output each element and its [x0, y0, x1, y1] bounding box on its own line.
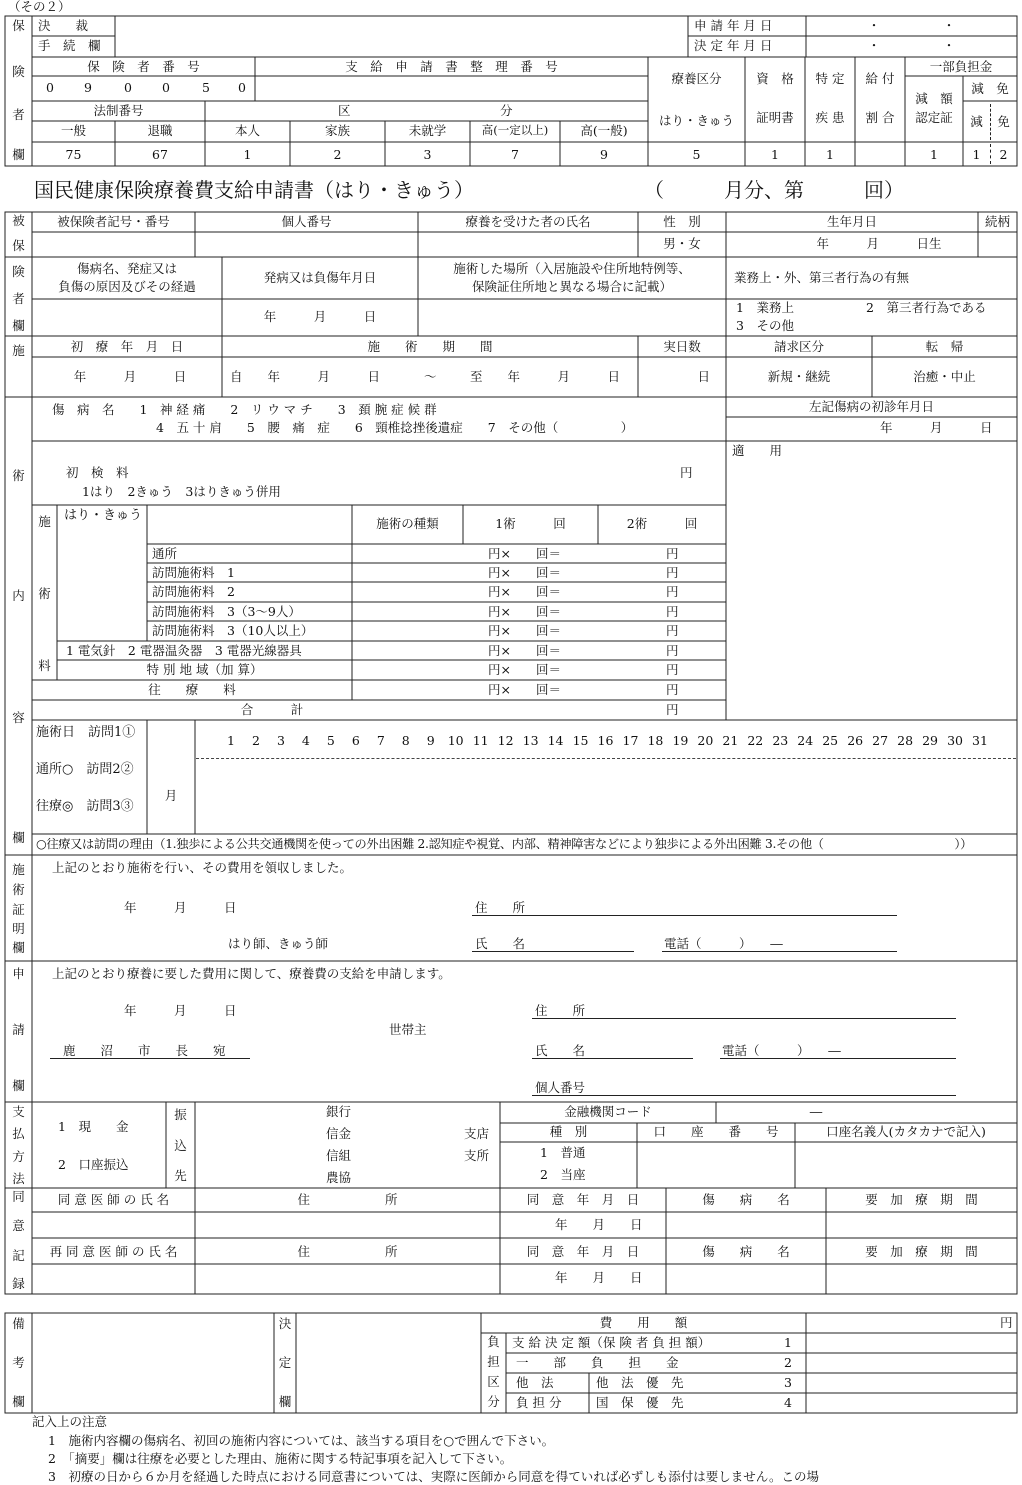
calendar-day[interactable]: 26: [847, 733, 864, 748]
consent-period-label: 要 加 療 期 間: [865, 1192, 978, 1207]
futan-row-number: 3: [784, 1375, 792, 1390]
side-char: 険: [12, 264, 25, 279]
visit-legend-2: 通所○ 訪問2②: [36, 762, 134, 777]
futan-row-number: 1: [784, 1335, 792, 1350]
calendar-day[interactable]: 23: [772, 733, 789, 748]
tokutei-label: 特 定: [815, 71, 845, 86]
shoken-opts[interactable]: 1はり 2きゅう 3はりきゅう併用: [82, 484, 281, 499]
note-item: 1 施術内容欄の傷病名、初回の施術内容については、該当する項目を○で囲んで下さい。: [48, 1433, 555, 1448]
tokubetsu-label: 特 別 地 域（加 算）: [146, 662, 263, 677]
futan-row-number: 4: [784, 1395, 792, 1410]
transfer-option[interactable]: 2 口座振込: [58, 1157, 129, 1172]
calendar-day[interactable]: 6: [351, 733, 360, 748]
calendar-day[interactable]: 12: [497, 733, 514, 748]
tetsuzuki-label: 手 続 欄: [38, 38, 101, 53]
app-kojin-line[interactable]: [532, 1095, 956, 1096]
side-char: 施: [38, 514, 51, 529]
sex-value[interactable]: 男・女: [663, 236, 701, 251]
bank-type[interactable]: 銀行: [326, 1104, 352, 1119]
claim-value[interactable]: 新規・継続: [767, 369, 831, 384]
cert-address-label: 住 所: [475, 900, 526, 915]
shikkan-label: 疾 患: [815, 110, 845, 125]
side-char: 内: [12, 588, 25, 603]
side-char: 負: [487, 1334, 500, 1349]
insurer-digit: 0: [238, 80, 246, 95]
side-char: 容: [12, 710, 25, 725]
calendar-day[interactable]: 27: [872, 733, 889, 748]
birth-label: 生年月日: [826, 214, 877, 229]
side-char: 録: [12, 1276, 25, 1291]
note-item: 2 「摘要」欄は往療を必要とした理由、施術に関する特記事項を記入して下さい。: [48, 1451, 513, 1466]
side-char: 欄: [12, 318, 25, 333]
practitioner-label: はり師、きゅう師: [228, 936, 329, 951]
calendar-day[interactable]: 28: [897, 733, 914, 748]
calendar-month-label: 月: [164, 788, 178, 803]
cert-address-line[interactable]: [472, 915, 897, 916]
onset-label: 発病又は負傷年月日: [263, 270, 377, 285]
side-char: 支: [12, 1104, 25, 1119]
side-char: 区: [487, 1374, 500, 1389]
bank-type[interactable]: 信組: [326, 1148, 352, 1163]
insurer-digit: 0: [46, 80, 54, 95]
period-from[interactable]: 自 年 月 日: [230, 369, 381, 384]
calendar-day[interactable]: 17: [622, 733, 639, 748]
side-char: 険: [12, 64, 25, 79]
calendar-day[interactable]: 8: [401, 733, 410, 748]
fee-row-yen: 円: [666, 604, 679, 619]
cat-value: 2: [333, 147, 342, 162]
calendar-day[interactable]: 29: [922, 733, 939, 748]
calendar-divider: [196, 758, 1016, 759]
total-label: 合 計: [240, 702, 304, 717]
gyomu-opt2[interactable]: 2 第三者行為である: [866, 300, 987, 315]
app-kojin-label: 個人番号: [535, 1080, 586, 1095]
tenki-value[interactable]: 治癒・中止: [913, 369, 976, 384]
side-char: 備: [12, 1316, 25, 1331]
side-char: 振: [174, 1107, 187, 1122]
fee-row-calc: 円× 回＝: [488, 584, 561, 599]
insurer-digit: 9: [84, 80, 92, 95]
gengaku-code: 1: [930, 147, 938, 162]
gyomu-label: 業務上・外、第三者行為の有無: [734, 270, 910, 285]
account-number-label: 口 座 番 号: [653, 1124, 779, 1139]
decision-date-label: 決 定 年 月 日: [694, 38, 773, 53]
cat-header: 未就学: [408, 123, 447, 138]
denki-calc: 円× 回＝: [488, 643, 561, 658]
tokubetsu-calc: 円× 回＝: [488, 662, 561, 677]
ichibu-label: 一部負担金: [929, 59, 993, 74]
cert-statement: 上記のとおり施術を行い、その費用を領収しました。: [52, 860, 353, 875]
tekiyo-label: 適 用: [732, 443, 783, 458]
calendar-day[interactable]: 13: [522, 733, 539, 748]
side-char: 明: [12, 921, 25, 936]
futan-row: 他 法: [516, 1375, 554, 1390]
calendar-day[interactable]: 31: [972, 733, 988, 748]
side-char: 込: [174, 1138, 187, 1153]
kojin-label: 個人番号: [281, 214, 332, 229]
patient-name-label: 療養を受けた者の氏名: [465, 214, 591, 229]
ryoyo-kubun-code: 5: [692, 147, 701, 162]
men-code: 2: [999, 147, 1008, 162]
shoken-yen: 円: [680, 465, 693, 480]
birth-value[interactable]: 年 月 日生: [816, 236, 942, 251]
reconsent-date-value[interactable]: 年 月 日: [555, 1270, 643, 1285]
side-char: 欄: [12, 1394, 25, 1409]
harikyu-label: はり・きゅう: [64, 508, 143, 523]
fee-row-yen: 円: [666, 546, 679, 561]
genmen-label: 減 免: [971, 81, 1009, 96]
calendar-day[interactable]: 1: [227, 733, 235, 748]
calendar-day[interactable]: 22: [747, 733, 764, 748]
insurer-number-label: 保 険 者 番 号: [87, 59, 200, 74]
insurer-digit: 0: [162, 80, 170, 95]
app-statement: 上記のとおり療養に要した費用に関して、療養費の支給を申請します。: [52, 966, 451, 981]
calendar-day[interactable]: 25: [822, 733, 839, 748]
shomeisho-label: 証明書: [756, 110, 794, 125]
bank-type[interactable]: 農協: [326, 1170, 352, 1185]
bun-label: 分: [500, 103, 513, 118]
ryoyo-kubun-label: 療養区分: [671, 71, 722, 86]
fee-row-label: 訪問施術料 1: [152, 565, 235, 580]
visit-legend-1: 施術日 訪問1①: [36, 725, 136, 740]
tenki-label: 転 帰: [925, 339, 964, 354]
cert-date[interactable]: 年 月 日: [124, 900, 237, 915]
sex-label: 性 別: [663, 214, 701, 229]
bank-type[interactable]: 信金: [326, 1126, 352, 1141]
gengaku-label: 減 額: [915, 91, 953, 106]
application-number-label: 支 給 申 請 書 整 理 番 号: [345, 59, 558, 74]
branch-type[interactable]: 支店: [464, 1126, 490, 1141]
side-char: 被: [12, 213, 25, 228]
cat-value: 67: [152, 147, 168, 162]
reconsent-disease-label: 傷 病 名: [702, 1244, 790, 1259]
type-opt2[interactable]: 2 当座: [540, 1167, 586, 1182]
two-label[interactable]: 2術 回: [626, 516, 698, 531]
fee-amount-yen: 円: [1000, 1315, 1013, 1330]
cat-value: 7: [511, 147, 519, 162]
period-label: 施 術 期 間: [367, 339, 493, 354]
cat-value: 9: [600, 147, 608, 162]
side-char: 請: [12, 1022, 25, 1037]
cert-name-label: 氏 名: [475, 936, 526, 951]
fee-row-yen: 円: [666, 565, 679, 580]
addressee: 鹿 沼 市 長 宛: [63, 1043, 226, 1058]
futan-row-number: 2: [784, 1355, 792, 1370]
bank-code-dash: ―: [809, 1104, 823, 1119]
calendar-day[interactable]: 3: [276, 733, 285, 748]
side-char: 決: [278, 1316, 292, 1331]
side-char: 保: [12, 238, 25, 253]
wariai-label: 割 合: [865, 110, 895, 125]
side-char: 定: [278, 1355, 292, 1370]
calendar-day[interactable]: 2: [251, 733, 260, 748]
calendar-day[interactable]: 14: [547, 733, 564, 748]
first-date-value[interactable]: 年 月 日: [73, 369, 187, 384]
zokugara-label: 続柄: [984, 214, 1010, 229]
insurer-digit: 5: [202, 80, 210, 95]
cert-phone-line: [662, 951, 897, 952]
injury-label-1: 傷病名、発症又は: [76, 261, 177, 276]
calendar-day[interactable]: 10: [447, 733, 464, 748]
oryo-calc: 円× 回＝: [488, 682, 561, 697]
visit-legend-3: 往療◎ 訪問3③: [36, 799, 134, 814]
cash-option[interactable]: 1 現 金: [58, 1119, 129, 1134]
period-tilde: 〜: [424, 369, 437, 384]
decision-date-value[interactable]: ・ ・: [867, 38, 956, 53]
side-char: 料: [38, 658, 51, 673]
days-value[interactable]: 日: [697, 369, 710, 384]
side-char: 術: [12, 468, 25, 483]
side-char: 者: [12, 291, 25, 306]
calendar-day[interactable]: 19: [672, 733, 689, 748]
bank-code-label: 金融機関コード: [564, 1104, 652, 1119]
fee-row-calc: 円× 回＝: [488, 565, 561, 580]
side-char: 意: [12, 1218, 25, 1233]
cert-phone[interactable]: 電話（ ） ―: [664, 936, 783, 951]
cert-name-line[interactable]: [472, 951, 634, 952]
shoken-label: 初 検 料: [66, 465, 129, 480]
calendar-day[interactable]: 24: [797, 733, 814, 748]
calendar-day[interactable]: 20: [697, 733, 714, 748]
disease-line-2[interactable]: 4 五 十 肩 5 腰 痛 症 6 頸椎捻挫後遺症 7 その他（ ）: [156, 420, 634, 435]
app-address-line[interactable]: [532, 1018, 956, 1019]
calendar-day[interactable]: 5: [326, 733, 335, 748]
fee-row-calc: 円× 回＝: [488, 546, 561, 561]
side-char: 欄: [12, 830, 25, 845]
app-name-line[interactable]: [532, 1058, 693, 1059]
calendar-day[interactable]: 9: [426, 733, 435, 748]
side-char: 分: [487, 1394, 500, 1409]
kubun-label: 区: [338, 103, 351, 118]
fee-row-label: 訪問施術料 3（3〜9人）: [152, 604, 301, 619]
side-char: 考: [12, 1355, 25, 1370]
side-char: 払: [12, 1126, 25, 1141]
one-label[interactable]: 1術 回: [495, 516, 566, 531]
side-char: 欄: [12, 147, 25, 162]
application-date-label: 申 請 年 月 日: [694, 18, 773, 33]
sejutsu-type-label: 施術の種類: [376, 516, 439, 531]
claim-label: 請求区分: [773, 339, 824, 354]
kyufu-label: 給 付: [865, 71, 895, 86]
cat-value: 1: [243, 147, 252, 162]
calendar-day[interactable]: 18: [647, 733, 664, 748]
account-name-label: 口座名義人(カタカナで記入): [826, 1124, 986, 1139]
insurer-digit: 0: [124, 80, 132, 95]
side-char: 法: [12, 1171, 25, 1186]
futan-row: 負 担 分: [516, 1395, 562, 1410]
consent-disease-label: 傷 病 名: [702, 1192, 790, 1207]
note-item: 3 初療の日から６か月を経過した時点における同意書については、実際に医師から同意を得ていれば必ずしも添付は要しません。この場: [48, 1469, 819, 1484]
first-diag-label: 左記傷病の初診年月日: [808, 399, 934, 414]
side-char: 欄: [278, 1394, 292, 1409]
doctor-address-label: 住 所: [297, 1192, 398, 1207]
calendar-day[interactable]: 30: [947, 733, 963, 748]
notes-title: 記入上の注意: [32, 1414, 108, 1429]
side-char: 欄: [12, 1078, 25, 1093]
fee-row-calc: 円× 回＝: [488, 604, 561, 619]
tokutei-code: 1: [826, 147, 834, 162]
onset-value[interactable]: 年 月 日: [263, 309, 377, 324]
consent-date-value[interactable]: 年 月 日: [555, 1217, 643, 1232]
cat-header: 家族: [324, 123, 350, 138]
hosei-label: 法制番号: [93, 103, 144, 118]
kigo-label: 被保険者記号・番号: [57, 214, 170, 229]
side-char: 申: [12, 966, 25, 981]
shikaku-label: 資 格: [756, 71, 794, 86]
reconsent-period-label: 要 加 療 期 間: [865, 1244, 978, 1259]
reconsent-date-label: 同 意 年 月 日: [526, 1244, 640, 1259]
shikaku-code: 1: [771, 147, 779, 162]
futan-row: 一 部 負 担 金: [516, 1355, 679, 1370]
kessai-label: 決 裁: [38, 18, 89, 33]
application-date-value[interactable]: ・ ・: [867, 18, 956, 33]
place-label-1: 施術した場所（入居施設や住所地特例等、: [453, 261, 691, 276]
gyomu-opt1[interactable]: 1 業務上: [736, 300, 794, 315]
app-phone[interactable]: 電話（ ） ―: [722, 1043, 841, 1058]
period-to[interactable]: 至 年 月 日: [470, 369, 621, 384]
branch-type[interactable]: 支所: [464, 1148, 490, 1163]
side-char: 記: [12, 1248, 25, 1263]
place-label-2: 保険証住所地と異なる場合に記載）: [471, 279, 672, 294]
cat-header: 退職: [147, 123, 173, 138]
side-char: 保: [12, 18, 25, 33]
calendar-day[interactable]: 4: [301, 733, 310, 748]
denki-label[interactable]: 1 電気針 2 電器温灸器 3 電器光線器具: [66, 643, 302, 658]
consent-date-label: 同 意 年 月 日: [526, 1192, 640, 1207]
calendar-day[interactable]: 11: [472, 733, 489, 748]
app-name-label: 氏 名: [535, 1043, 586, 1058]
futan-row: 支 給 決 定 額（保 険 者 負 担 額）: [512, 1335, 711, 1350]
calendar-day[interactable]: 7: [376, 733, 385, 748]
total-yen: 円: [666, 702, 679, 717]
side-char: 先: [174, 1168, 187, 1183]
side-char: 施: [12, 862, 25, 877]
fee-row-yen: 円: [666, 623, 679, 638]
men-label: 免: [997, 114, 1010, 129]
redoctor-address-label: 住 所: [297, 1244, 398, 1259]
fee-row-label: 通所: [152, 546, 178, 561]
oryo-label: 往 療 料: [148, 682, 236, 697]
app-date[interactable]: 年 月 日: [124, 1003, 237, 1018]
fee-amount-label: 費 用 額: [599, 1315, 688, 1330]
fee-row-label: 訪問施術料 3（10人以上）: [152, 623, 314, 638]
first-diag-value[interactable]: 年 月 日: [880, 420, 993, 435]
reason-text[interactable]: ○往療又は訪問の理由（1.独歩による公共交通機関を使っての外出困難 2.認知症や視覚、内部、精神障害などにより独歩による外出困難 3.その他（ ））: [36, 837, 973, 851]
addressee-line: [50, 1058, 250, 1059]
ryoyo-kubun-value: はり・きゅう: [658, 113, 734, 128]
gen-label: 減: [970, 114, 983, 129]
calendar-day[interactable]: 16: [597, 733, 614, 748]
injury-label-2: 負傷の原因及びその経過: [58, 279, 196, 294]
fee-row-label: 訪問施術料 2: [152, 584, 235, 599]
side-char: 証: [12, 902, 25, 917]
page-label: （その２）: [8, 0, 71, 14]
days-label: 実日数: [663, 339, 701, 354]
oryo-yen: 円: [666, 682, 679, 697]
side-char: 術: [12, 882, 25, 897]
calendar-day[interactable]: 21: [722, 733, 739, 748]
tokubetsu-yen: 円: [666, 662, 679, 677]
doctor-label: 同 意 医 師 の 氏 名: [57, 1192, 170, 1207]
first-date-label: 初 療 年 月 日: [70, 339, 184, 354]
type-opt1[interactable]: 1 普通: [540, 1145, 586, 1160]
fee-row-yen: 円: [666, 584, 679, 599]
type-label: 種 別: [549, 1124, 588, 1139]
redoctor-label: 再 同 意 医 師 の 氏 名: [49, 1244, 178, 1259]
side-char: 方: [12, 1149, 25, 1164]
side-char: 者: [12, 107, 25, 122]
side-char: 担: [487, 1354, 500, 1369]
app-address-label: 住 所: [535, 1003, 586, 1018]
cat-header: 一般: [60, 123, 86, 138]
form-title: 国民健康保険療養費支給申請書（はり・きゅう）: [34, 178, 474, 202]
disease-line-1[interactable]: 傷 病 名 1 神 経 痛 2 リ ウ マ チ 3 頚 腕 症 候 群: [52, 402, 437, 417]
cat-header: 高(一定以上): [481, 123, 549, 137]
cat-value: 3: [423, 147, 432, 162]
side-char: 同: [12, 1189, 25, 1204]
month-suffix[interactable]: （ 月分、第 回）: [644, 178, 904, 202]
cat-header: 本人: [234, 123, 260, 138]
gen-code: 1: [972, 147, 981, 162]
side-char: 欄: [12, 940, 25, 955]
cat-header: 高(一般): [580, 123, 628, 138]
cat-value: 75: [65, 147, 82, 162]
gyomu-opt3[interactable]: 3 その他: [736, 318, 794, 333]
side-char: 術: [38, 586, 51, 601]
head-label: 世帯主: [389, 1022, 427, 1037]
app-phone-line: [720, 1058, 956, 1059]
side-char: 施: [12, 343, 25, 358]
nintei-label: 認定証: [915, 110, 953, 125]
futan-row-sub: 国 保 優 先: [596, 1395, 684, 1410]
denki-yen: 円: [666, 643, 679, 658]
fee-row-calc: 円× 回＝: [488, 623, 561, 638]
futan-row-sub: 他 法 優 先: [596, 1375, 684, 1390]
calendar-day[interactable]: 15: [572, 733, 589, 748]
